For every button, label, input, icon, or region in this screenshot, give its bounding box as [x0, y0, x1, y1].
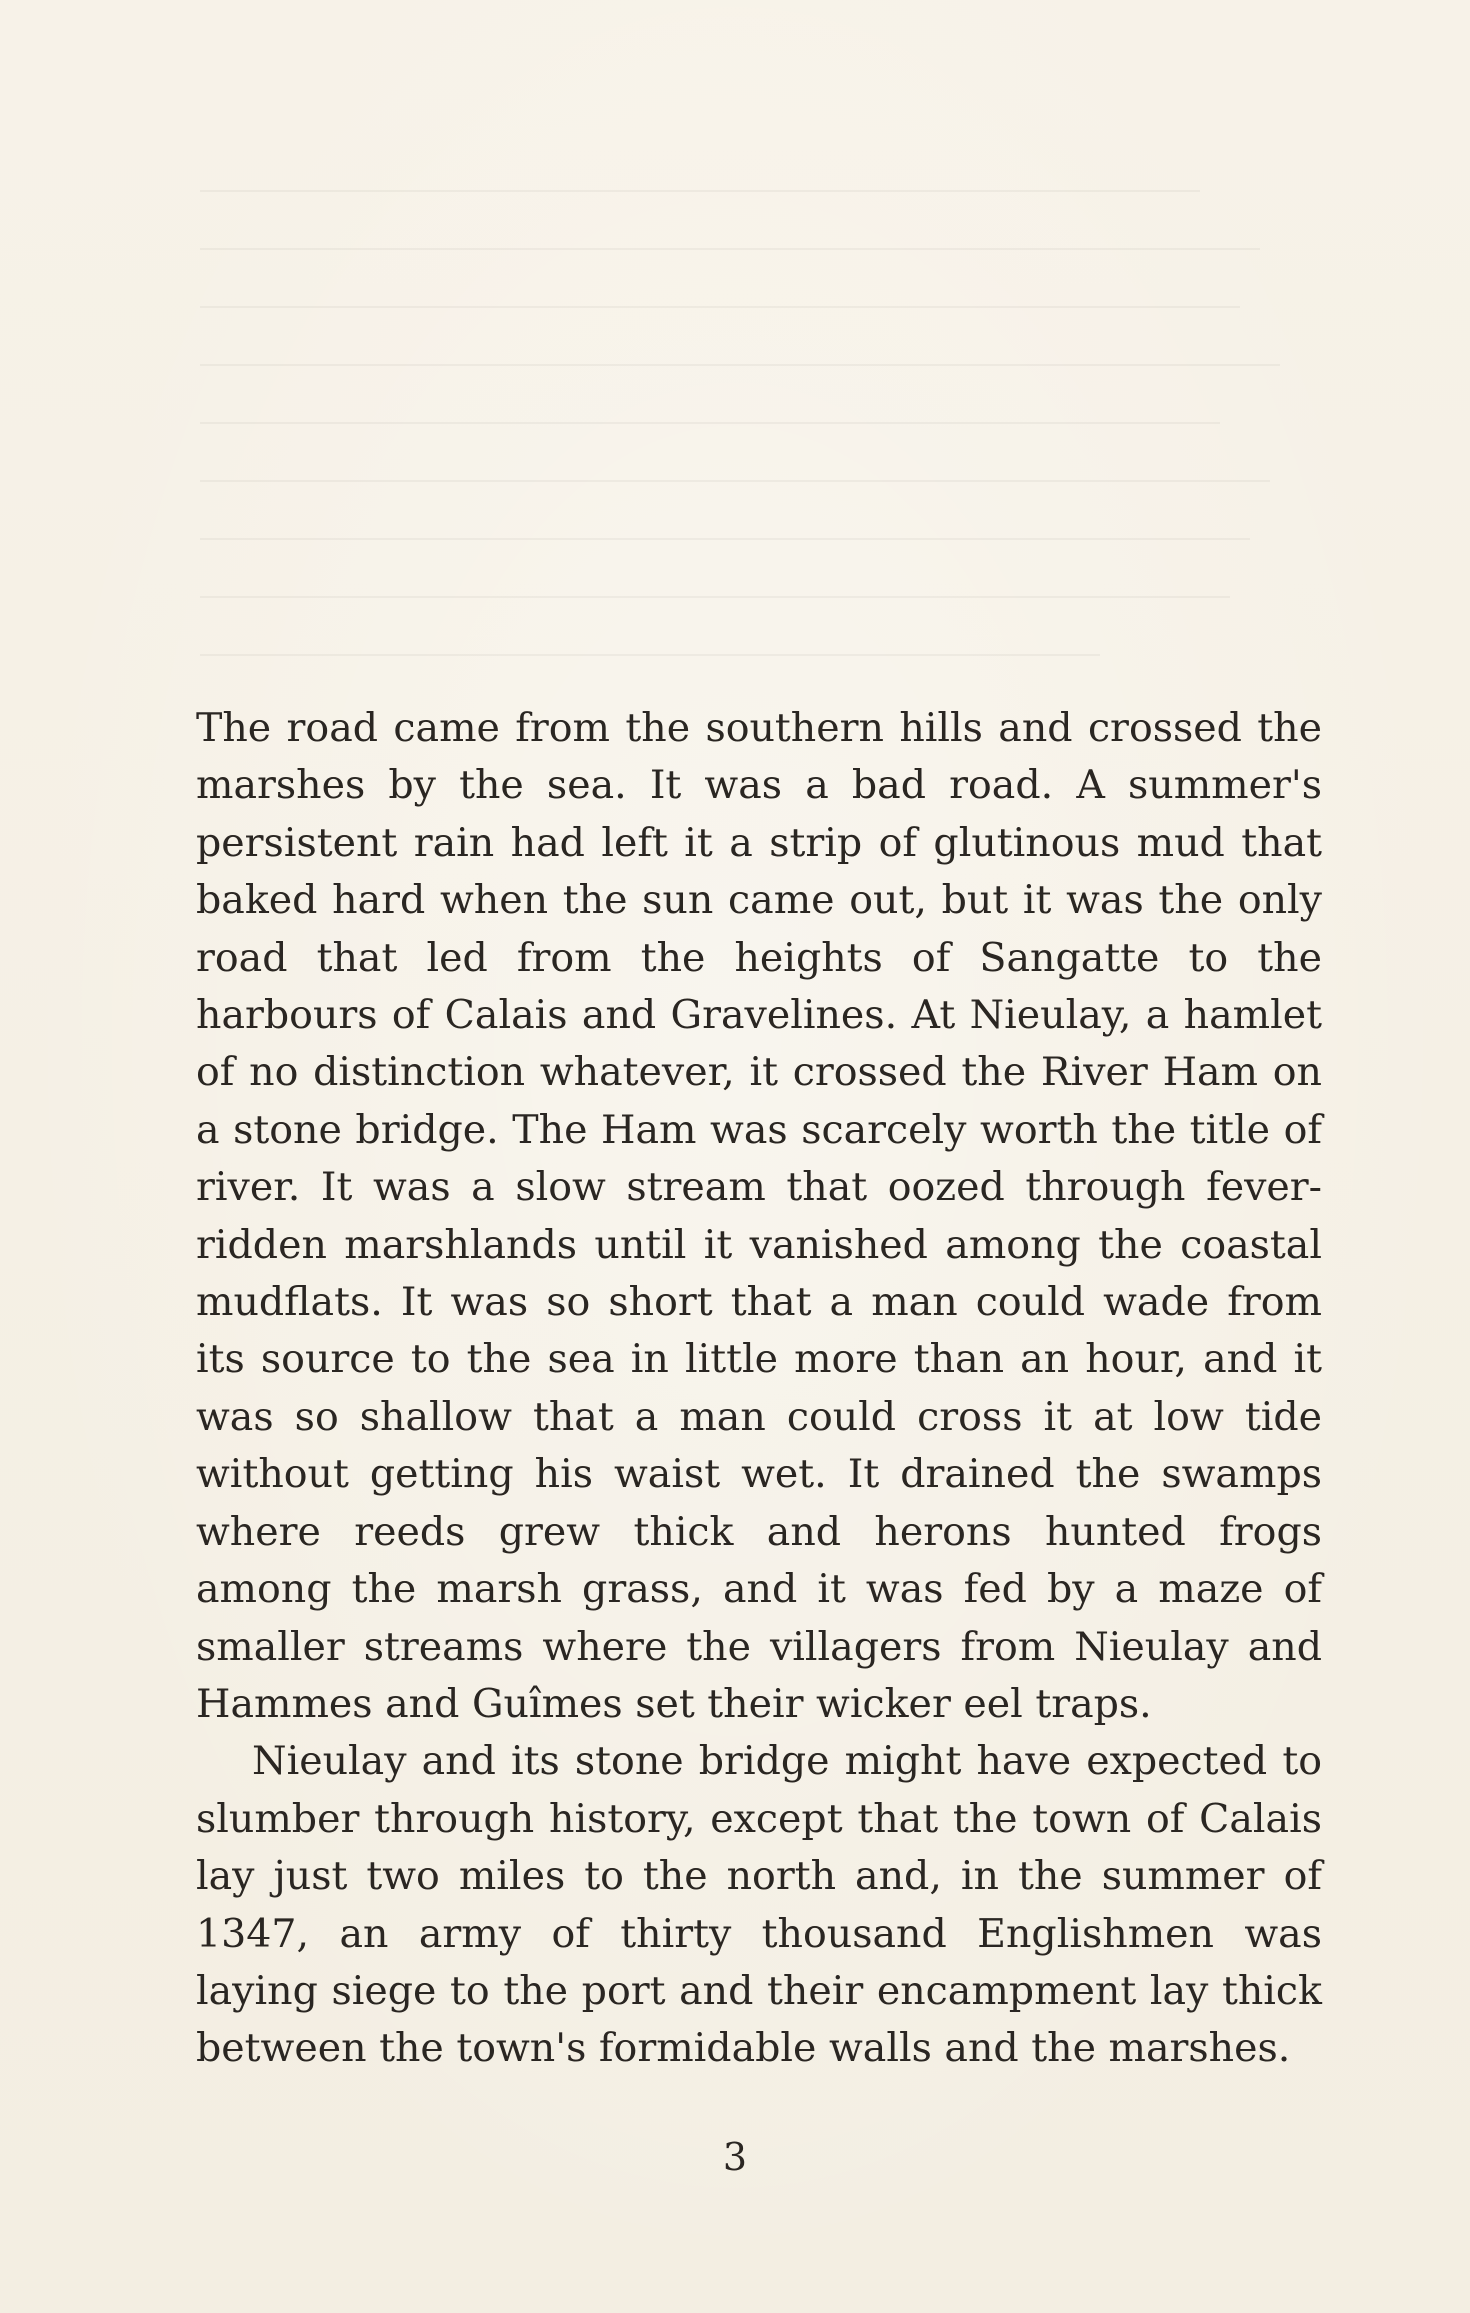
bleed-through-line	[200, 480, 1270, 482]
bleed-through-line	[200, 422, 1220, 424]
bleed-through-line	[200, 364, 1280, 366]
page-number: 3	[722, 2135, 748, 2179]
bleed-through-line	[200, 306, 1240, 308]
paragraph-1: The road came from the southern hills and crossed the marshes by the sea. It was a bad road. A summer's persistent rain had left it a strip of glutinous mud that baked hard when the sun came out, but it was the only road that led from the heights of Sangatte to the harbours of Calais and Gravelines. At Nieulay, a hamlet of no distinction whatever, it crossed the River Ham on a stone bridge. The Ham was scarcely worth the title of river. It was a slow stream that oozed through fever-ridden marshlands until it vanished among the coastal mudflats. It was so short that a man could wade from its source to the sea in little more than an hour, and it was so shallow that a man could cross it at low tide without getting his waist wet. It drained the swamps where reeds grew thick and herons hunted frogs among the marsh grass, and it was fed by a maze of smaller streams where the villagers from Nieulay and Hammes and Guîmes set their wicker eel traps.	[196, 705, 1322, 1727]
body-text	[196, 700, 1322, 2078]
bleed-through-line	[200, 248, 1260, 250]
bleed-through-line	[200, 538, 1250, 540]
bleed-through-line	[200, 190, 1200, 192]
paragraph-2: Nieulay and its stone bridge might have expected to slumber through history, except that the town of Calais lay just two miles to the north and, in the summer of 1347, an army of thirty thousand Englishmen was laying siege to the port and their encampment lay thick between the town's formidable walls and the marshes.	[196, 1738, 1322, 2072]
bleed-through-line	[200, 596, 1230, 598]
bleed-through-line	[200, 654, 1100, 656]
